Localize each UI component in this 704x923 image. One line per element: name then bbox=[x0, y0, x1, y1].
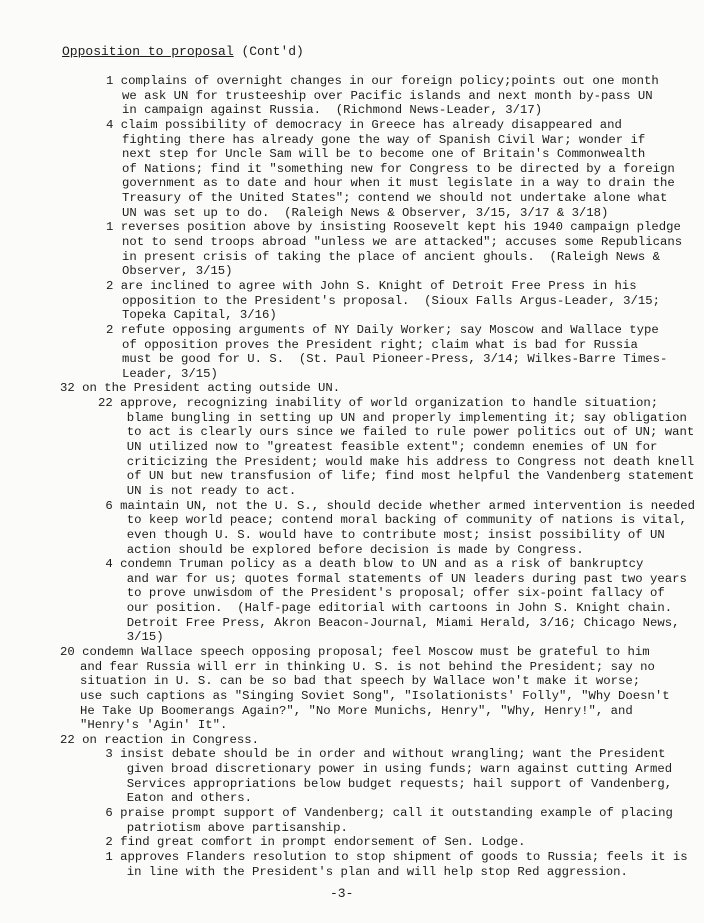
text-line: use such captions as "Singing Soviet Song", "Isolationists' Folly", "Why Doesn't bbox=[80, 688, 670, 703]
text-line: Leader, 3/15) bbox=[122, 366, 218, 381]
text-line: Observer, 3/15) bbox=[122, 264, 233, 279]
text-line: of opposition proves the President right; claim what is bad for Russia bbox=[122, 337, 638, 352]
text-line: in present crisis of taking the place of ancient ghouls. (Raleigh News & bbox=[122, 249, 661, 264]
text-line: 2 refute opposing arguments of NY Daily Worker; say Moscow and Wallace type bbox=[106, 322, 659, 337]
text-line: opposition to the President's proposal. (Sioux Falls Argus-Leader, 3/15; bbox=[122, 293, 661, 308]
page-number: -3- bbox=[330, 886, 354, 901]
text-line: Topeka Capital, 3/16) bbox=[122, 308, 277, 323]
text-line: Detroit Free Press, Akron Beacon-Journal, Miami Herald, 3/16; Chicago News, bbox=[112, 615, 680, 630]
text-line: not to send troops abroad "unless we are attacked"; accuses some Republicans bbox=[122, 235, 683, 250]
text-line: action should be explored before decision is made by Congress. bbox=[112, 542, 584, 557]
text-line: "Henry's 'Agin' It". bbox=[80, 718, 228, 733]
text-line: 22 on reaction in Congress. bbox=[60, 732, 259, 747]
heading-underlined: Opposition to proposal bbox=[62, 44, 234, 59]
text-line: to keep world peace; contend moral backing of community of nations is vital, bbox=[112, 513, 687, 528]
text-line: criticizing the President; would make his address to Congress not death knell bbox=[112, 454, 695, 469]
text-line: government as to date and hour when it must legislate in a way to drain the bbox=[122, 176, 675, 191]
text-line: Eaton and others. bbox=[112, 791, 253, 806]
text-line: patriotism above partisanship. bbox=[112, 820, 348, 835]
text-line: 1 approves Flanders resolution to stop shipment of goods to Russia; feels it is bbox=[98, 849, 688, 864]
text-line: of Nations; find it "something new for Congress to be directed by a foreign bbox=[122, 161, 675, 176]
text-line: must be good for U. S. (St. Paul Pioneer-Press, 3/14; Wilkes-Barre Times- bbox=[122, 352, 668, 367]
document-body bbox=[0, 74, 704, 879]
text-line: UN is not ready to act. bbox=[112, 483, 297, 498]
text-line: 6 praise prompt support of Vandenberg; call it outstanding example of placing bbox=[98, 806, 673, 821]
text-line: next step for Uncle Sam will be to become one of Britain's Commonwealth bbox=[122, 147, 646, 162]
text-line: to prove unwisdom of the President's proposal; offer six-point fallacy of bbox=[112, 586, 665, 601]
text-line: Treasury of the United States"; contend we should not undertake alone what bbox=[122, 191, 668, 206]
text-line: 1 reverses position above by insisting Roosevelt kept his 1940 campaign pledge bbox=[106, 220, 681, 235]
text-line: 20 condemn Wallace speech opposing proposal; feel Moscow must be grateful to him bbox=[60, 644, 650, 659]
text-line: 4 claim possibility of democracy in Greece has already disappeared and bbox=[106, 117, 622, 132]
text-line: 4 condemn Truman policy as a death blow to UN and as a risk of bankruptcy bbox=[98, 557, 644, 572]
text-line: 22 approve, recognizing inability of world organization to handle situation; bbox=[98, 396, 659, 411]
text-line: of UN but new transfusion of life; find most helpful the Vandenberg statement bbox=[112, 469, 695, 484]
text-line: 32 on the President acting outside UN. bbox=[60, 381, 341, 396]
text-line: 6 maintain UN, not the U. S., should decide whether armed intervention is needed bbox=[98, 498, 695, 513]
text-line: given broad discretionary power in using funds; warn against cutting Armed bbox=[112, 762, 673, 777]
text-line: in line with the President's plan and will help stop Red aggression. bbox=[112, 864, 628, 879]
text-line: even though U. S. would have to contribute most; insist possibility of UN bbox=[112, 527, 665, 542]
text-line: our position. (Half-page editorial with cartoons in John S. Knight chain. bbox=[112, 601, 673, 616]
section-heading bbox=[62, 44, 304, 60]
text-line: to act is clearly ours since we failed to rule power politics out of UN; want bbox=[112, 425, 695, 440]
text-line: fighting there has already gone the way of Spanish Civil War; wonder if bbox=[122, 132, 646, 147]
text-line: 3 insist debate should be in order and without wrangling; want the President bbox=[98, 747, 666, 762]
heading-continuation: (Cont'd) bbox=[233, 44, 304, 59]
text-line: Services appropriations below budget requests; hail support of Vandenberg, bbox=[112, 776, 673, 791]
text-line: UN was set up to do. (Raleigh News & Observer, 3/15, 3/17 & 3/18) bbox=[122, 205, 609, 220]
text-line: and war for us; quotes formal statements of UN leaders during past two years bbox=[112, 571, 687, 586]
text-line: and fear Russia will err in thinking U. S. is not behind the President; say no bbox=[80, 659, 655, 674]
text-line: situation in U. S. can be so bad that speech by Wallace won't make it worse; bbox=[80, 674, 641, 689]
text-line: in campaign against Russia. (Richmond News-Leader, 3/17) bbox=[122, 103, 543, 118]
text-line: 2 are inclined to agree with John S. Knight of Detroit Free Press in his bbox=[106, 278, 637, 293]
text-line: He Take Up Boomerangs Again?", "No More Munichs, Henry", "Why, Henry!", and bbox=[80, 703, 633, 718]
text-line: 1 complains of overnight changes in our foreign policy;points out one month bbox=[106, 74, 659, 88]
text-line: 3/15) bbox=[112, 630, 164, 645]
text-line: 2 find great comfort in prompt endorsement of Sen. Lodge. bbox=[98, 835, 526, 850]
text-line: we ask UN for trusteeship over Pacific islands and next month by-pass UN bbox=[122, 88, 653, 103]
text-line: UN utilized now to "greatest feasible extent"; condemn enemies of UN for bbox=[112, 440, 658, 455]
text-line: blame bungling in setting up UN and properly implementing it; say obligation bbox=[112, 410, 687, 425]
